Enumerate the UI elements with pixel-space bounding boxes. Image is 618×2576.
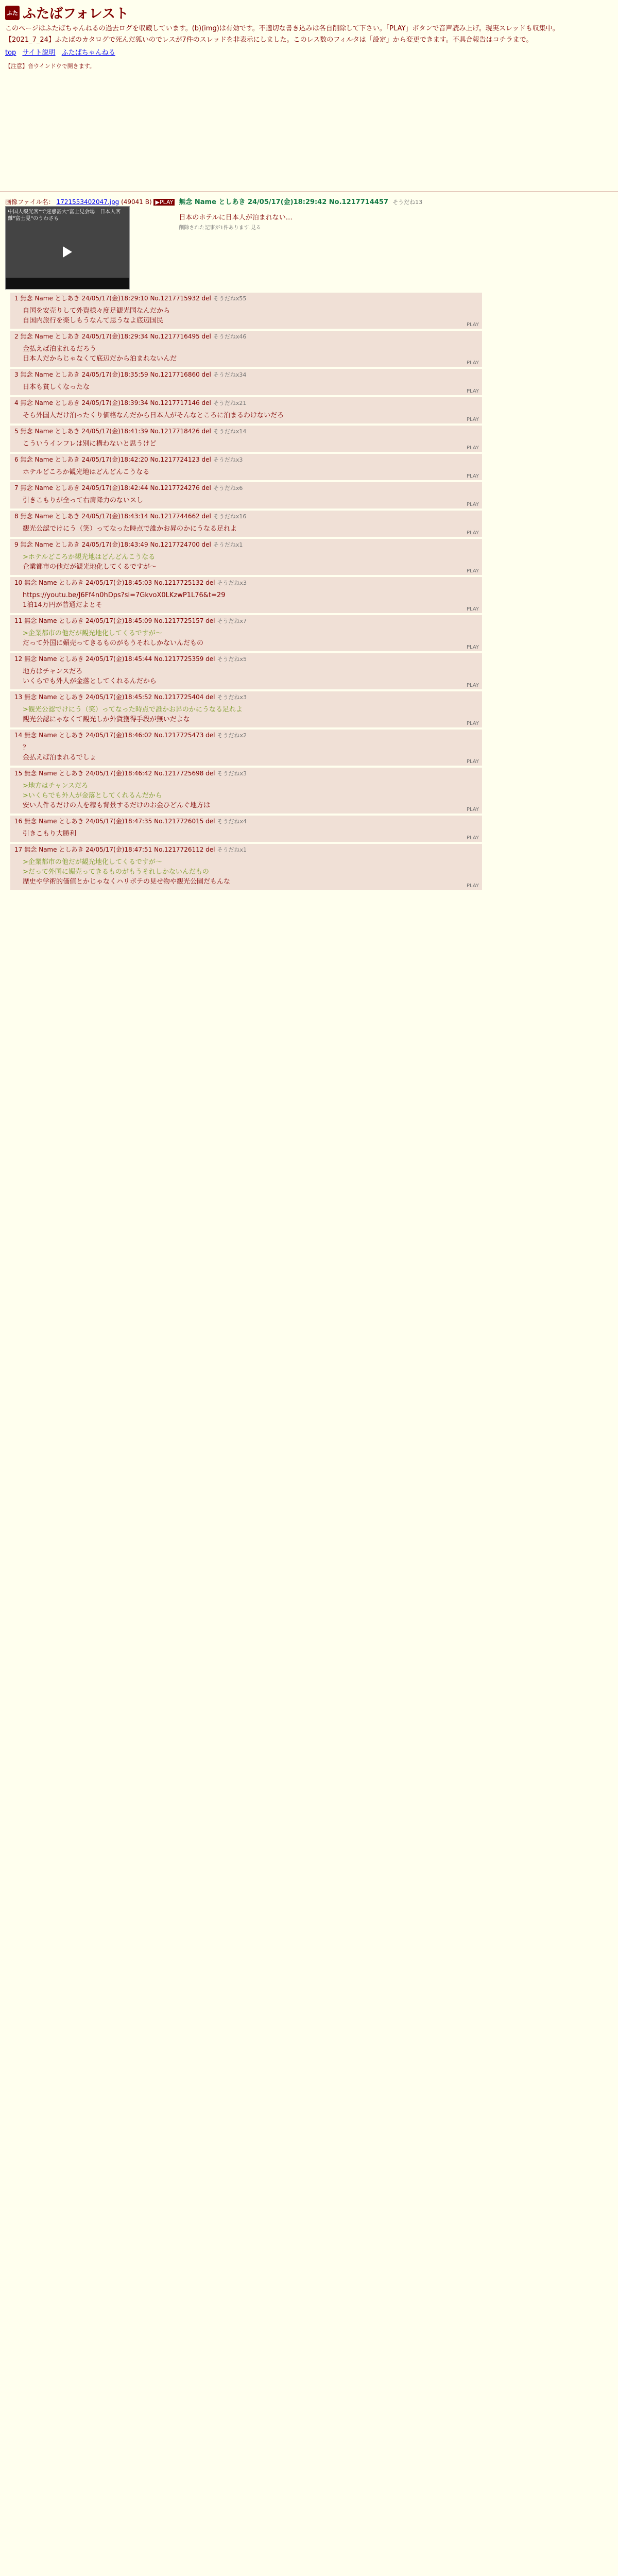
text-line: 地方はチャンスだろ — [23, 668, 83, 675]
reply — [10, 511, 482, 537]
reply-sodane[interactable]: そうだねx2 — [217, 732, 247, 739]
reply-sodane[interactable]: そうだねx3 — [217, 770, 247, 777]
reply-body — [23, 667, 478, 686]
reply-play-button[interactable]: PLAY — [466, 568, 479, 574]
reply-header — [14, 817, 478, 826]
reply-header — [14, 370, 478, 379]
reply-header — [14, 579, 478, 587]
reply-number: 11 — [14, 617, 23, 624]
text-line: 1泊14万円が普通だよとそ — [23, 601, 102, 609]
reply-header — [14, 540, 478, 549]
text-line: 自国を安売りして外資様々度足観光国なんだから — [23, 307, 170, 315]
reply-header — [14, 693, 478, 702]
reply — [10, 768, 482, 814]
reply-number: 13 — [14, 693, 23, 701]
op-file-size: (49041 B) — [121, 198, 152, 206]
reply-meta: 無念 Name としあき 24/05/17(金)18:45:09 No.1217725157 del — [24, 617, 215, 624]
quote-line: >ホテルどころか観光地はどんどんこうなる — [23, 553, 156, 561]
reply-header — [14, 769, 478, 778]
reply-body — [23, 590, 478, 610]
op-head — [179, 197, 422, 208]
reply-meta: 無念 Name としあき 24/05/17(金)18:46:02 No.1217725473 del — [24, 732, 215, 739]
text-line: 引きこもりが全って右肩降力のないスし — [23, 497, 144, 504]
reply-body — [23, 382, 478, 392]
reply-header — [14, 845, 478, 854]
reply-body — [23, 439, 478, 449]
reply — [10, 539, 482, 575]
nav-futaba-link[interactable]: ふたばちゃんねる — [61, 49, 115, 57]
text-line: 日本人だからじゃなくて底辺だから泊まれないんだ — [23, 355, 177, 363]
replies — [0, 293, 618, 890]
reply-sodane[interactable]: そうだねx1 — [217, 846, 247, 853]
reply — [10, 577, 482, 613]
reply — [10, 816, 482, 842]
reply-play-button[interactable]: PLAY — [466, 530, 479, 536]
op-text — [179, 197, 422, 290]
op-post — [0, 195, 618, 292]
reply-body — [23, 524, 478, 534]
notice: 【注意】音ウインドウで開きます。 — [5, 63, 95, 70]
reply-play-button[interactable]: PLAY — [466, 721, 479, 726]
reply-play-button[interactable]: PLAY — [466, 502, 479, 507]
reply-number: 3 — [14, 371, 19, 378]
reply-sodane[interactable]: そうだねx7 — [217, 618, 247, 624]
reply-number: 4 — [14, 399, 19, 406]
quote-line: >いくらでも外人が金落としてくれるんだから — [23, 792, 162, 800]
reply-play-button[interactable]: PLAY — [466, 360, 479, 366]
reply — [10, 482, 482, 509]
reply-header — [14, 731, 478, 740]
reply-number: 7 — [14, 484, 19, 492]
reply-header — [14, 655, 478, 664]
intro-paragraph-2: 【2021_7_24】ふたばのカタログで死んだ狐いのでレスが7件のスレッドを非表示にしました。このレス数のフィルタは「設定」から変更できます。不具合報告はコチラまで。 — [5, 36, 533, 44]
reply-header — [14, 512, 478, 521]
reply-header — [14, 427, 478, 436]
op-body-1: 日本のホテルに日本人が泊まれない… — [179, 214, 293, 222]
quote-line: >企業都市の他だが観光地化してくるですが〜 — [23, 630, 162, 637]
video-controls-bar — [6, 278, 129, 289]
quote-line: >だって外国に媚売ってきるものがもうそれしかないんだもの — [23, 868, 209, 876]
reply-header — [14, 399, 478, 408]
nav-about-link[interactable]: サイト説明 — [22, 49, 56, 57]
reply-meta: 無念 Name としあき 24/05/17(金)18:45:03 No.1217725132 del — [24, 579, 215, 586]
site-title — [5, 3, 613, 22]
reply-body — [23, 467, 478, 477]
text-line: 安い人件るだけの人を稼も背景するだけのお金ひどんぐ地方は — [23, 802, 211, 809]
reply-meta: 無念 Name としあき 24/05/17(金)18:39:34 No.1217717146 del — [20, 399, 211, 406]
reply-body — [23, 743, 478, 762]
reply — [10, 653, 482, 689]
reply-number: 14 — [14, 732, 23, 739]
reply — [10, 615, 482, 651]
op-file-label: 画像ファイル名： — [5, 198, 55, 206]
text-line: 引きこもり大勝利 — [23, 830, 77, 838]
reply-body — [23, 829, 478, 839]
reply — [10, 844, 482, 890]
reply-sodane[interactable]: そうだねx4 — [217, 818, 247, 825]
reply-number: 10 — [14, 579, 23, 586]
reply-body — [23, 857, 478, 887]
reply-header — [14, 455, 478, 464]
reply-sodane[interactable]: そうだねx3 — [217, 580, 247, 586]
reply-number: 15 — [14, 770, 23, 777]
reply-meta: 無念 Name としあき 24/05/17(金)18:42:20 No.1217724123 del — [20, 456, 211, 463]
reply-play-button[interactable]: PLAY — [466, 322, 479, 328]
reply-number: 1 — [14, 295, 19, 302]
text-line: ？ — [23, 744, 30, 752]
reply-play-button[interactable]: PLAY — [466, 835, 479, 841]
reply-play-button[interactable]: PLAY — [466, 645, 479, 650]
reply-header — [14, 332, 478, 341]
reply-meta: 無念 Name としあき 24/05/17(金)18:42:44 No.1217724276 del — [20, 484, 211, 492]
text-line: 企業都市の他だが観光地化してくるですが〜 — [23, 563, 157, 571]
text-line: こういうインフレは別に構わないと思うけど — [23, 440, 157, 448]
reply-play-button[interactable]: PLAY — [466, 606, 479, 612]
text-line: 金払えば泊まれるだろう — [23, 345, 97, 353]
reply-play-button[interactable]: PLAY — [466, 473, 479, 479]
op-deleted-notice: 削除された記事が1件あります.見る — [179, 225, 261, 231]
op-thumbnail-caption: 中国人観光客"で迷惑甚大"富士見会場 日本人客離"富士見"のうわさも — [8, 209, 121, 222]
reply-meta: 無念 Name としあき 24/05/17(金)18:35:59 No.1217716860 del — [20, 371, 211, 378]
text-line: 歴史や学術的価値とかじゃなくハリボテの見せ物や観光公園だもんな — [23, 878, 231, 886]
reply-number: 8 — [14, 513, 19, 520]
reply-number: 6 — [14, 456, 19, 463]
ad-space — [0, 70, 618, 189]
reply-play-button[interactable]: PLAY — [466, 807, 479, 812]
play-icon — [63, 246, 72, 258]
reply-header — [14, 484, 478, 493]
text-line: ホテルどころか観光地はどんどんこうなる — [23, 468, 150, 476]
nav-links — [5, 47, 613, 57]
quote-line: >地方はチャンスだろ — [23, 782, 89, 790]
op-file-info — [5, 197, 175, 206]
reply-sodane[interactable]: そうだねx21 — [213, 400, 247, 406]
reply-sodane[interactable]: そうだねx14 — [213, 428, 247, 435]
text-line: 観光公認でけにう（笑）ってなった時点で誰かお昇のかにうなる足れよ — [23, 525, 237, 533]
op-sodane[interactable]: そうだね13 — [392, 199, 423, 206]
text-line: 日本も貧しくなったな — [23, 383, 90, 391]
reply-body — [23, 411, 478, 420]
reply-meta: 無念 Name としあき 24/05/17(金)18:29:34 No.1217716495 del — [20, 333, 211, 340]
reply-sodane[interactable]: そうだねx6 — [213, 485, 243, 492]
reply-sodane[interactable]: そうだねx16 — [213, 513, 247, 520]
reply — [10, 397, 482, 423]
reply-play-button[interactable]: PLAY — [466, 759, 479, 765]
reply-play-button[interactable]: PLAY — [466, 388, 479, 394]
reply-number: 17 — [14, 846, 23, 853]
reply-body — [23, 552, 478, 572]
reply-meta: 無念 Name としあき 24/05/17(金)18:47:51 No.1217726112 del — [24, 846, 215, 853]
reply-number: 9 — [14, 541, 19, 548]
text-line: だって外国に媚売ってきるものがもうそれしかないんだもの — [23, 639, 204, 647]
text-line: https://youtu.be/J6Ff4n0hDps?si=7GkvoX0LKzwP1L76&t=29 — [23, 591, 226, 599]
reply-play-button[interactable]: PLAY — [466, 445, 479, 451]
reply-play-button[interactable]: PLAY — [466, 683, 479, 688]
reply-body — [23, 496, 478, 505]
op-header: 無念 Name としあき 24/05/17(金)18:29:42 No.1217714457 — [179, 198, 389, 206]
reply-header — [14, 617, 478, 625]
site-header — [0, 0, 618, 70]
text-line: いくらでも外人が金落としてくれるんだから — [23, 677, 157, 685]
reply-body — [23, 306, 478, 326]
reply — [10, 293, 482, 329]
reply-number: 2 — [14, 333, 19, 340]
reply-header — [14, 294, 478, 303]
text-line: そら外国人だけ泊ったくり価格なんだから日本人がそんなところに泊まるわけないだろ — [23, 412, 284, 419]
nav-top-link[interactable]: top — [5, 49, 16, 57]
site-title-text: ふたばフォレスト — [23, 6, 129, 22]
reply — [10, 691, 482, 727]
reply — [10, 331, 482, 367]
text-line: 自国内旅行を楽しもうなんて思うなよ底辺国民 — [23, 317, 164, 325]
reply-body — [23, 344, 478, 364]
reply-number: 12 — [14, 655, 23, 663]
reply-meta: 無念 Name としあき 24/05/17(金)18:43:14 No.1217744662 del — [20, 513, 211, 520]
reply-sodane[interactable]: そうだねx1 — [213, 541, 243, 548]
reply-meta: 無念 Name としあき 24/05/17(金)18:41:39 No.1217718426 del — [20, 428, 211, 435]
reply-sodane[interactable]: そうだねx5 — [217, 656, 247, 663]
reply-meta: 無念 Name としあき 24/05/17(金)18:45:44 No.1217725359 del — [24, 655, 215, 663]
reply-meta: 無念 Name としあき 24/05/17(金)18:46:42 No.1217725698 del — [24, 770, 215, 777]
reply-play-button[interactable]: PLAY — [466, 883, 479, 889]
reply — [10, 369, 482, 395]
reply-sodane[interactable]: そうだねx55 — [213, 295, 247, 302]
text-line: 観光公認にゃなくて観光しか外貨獲得手段が無いだよな — [23, 716, 190, 723]
text-line: 金払えば泊まれるでしょ — [23, 754, 96, 761]
reply-meta: 無念 Name としあき 24/05/17(金)18:29:10 No.1217715932 del — [20, 295, 211, 302]
reply-body — [23, 781, 478, 810]
reply-meta: 無念 Name としあき 24/05/17(金)18:43:49 No.1217724700 del — [20, 541, 211, 548]
reply-sodane[interactable]: そうだねx3 — [217, 694, 247, 701]
reply-number: 16 — [14, 818, 23, 825]
reply-sodane[interactable]: そうだねx3 — [213, 456, 243, 463]
intro-paragraph-1: このページはふたばちゃんねるの過去ログを収蔵しています。(b)(img)は有効です。不適切な書き込みは各自削除して下さい。「PLAY」ボタンで音声読み上げ。現実スレッドも収集中。 — [5, 25, 559, 32]
intro — [5, 24, 613, 45]
op-file-link[interactable]: 1721553402047.jpg — [56, 198, 119, 206]
quote-line: >企業都市の他だが観光地化してくるですが〜 — [23, 858, 162, 866]
reply-sodane[interactable]: そうだねx34 — [213, 371, 247, 378]
reply-sodane[interactable]: そうだねx46 — [213, 333, 247, 340]
reply-meta: 無念 Name としあき 24/05/17(金)18:47:35 No.1217726015 del — [24, 818, 215, 825]
reply — [10, 454, 482, 480]
reply-play-button[interactable]: PLAY — [466, 417, 479, 422]
op-thumbnail[interactable] — [5, 206, 130, 290]
op-play-button[interactable]: ▶PLAY — [153, 199, 175, 206]
reply-body — [23, 705, 478, 724]
reply — [10, 730, 482, 766]
reply-number: 5 — [14, 428, 19, 435]
reply — [10, 426, 482, 452]
reply-meta: 無念 Name としあき 24/05/17(金)18:45:52 No.1217725404 del — [24, 693, 215, 701]
site-logo: ふた — [5, 6, 20, 20]
quote-line: >観光公認でけにう（笑）ってなった時点で誰かお昇のかにうなる足れよ — [23, 706, 243, 714]
reply-body — [23, 629, 478, 648]
